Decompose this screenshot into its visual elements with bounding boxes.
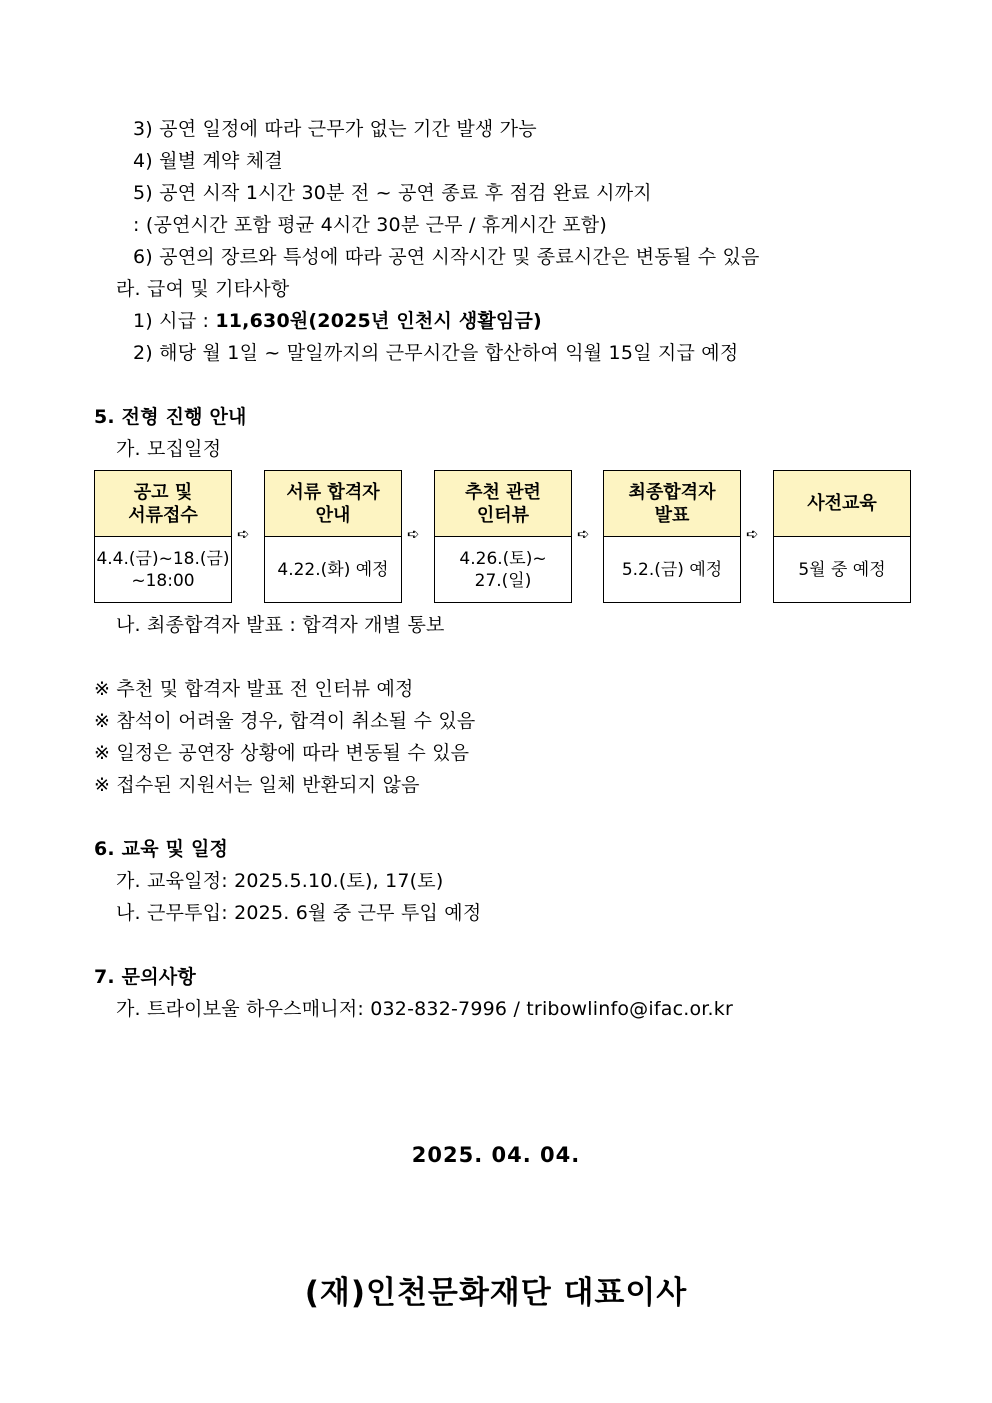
work-condition-item-4: 4) 월별 계약 체결: [133, 150, 283, 172]
document-date: 2025. 04. 04.: [411, 1143, 581, 1167]
pay-heading: 라. 급여 및 기타사항: [116, 278, 290, 300]
arrow-right-icon: ➪: [746, 525, 759, 543]
step-1-date: 4.4.(금)~18.(금) ~18:00: [96, 548, 230, 591]
step-3-date: 4.26.(토)~ 27.(일): [459, 548, 547, 591]
step-box-5: [773, 470, 911, 603]
arrow-right-icon: ➪: [407, 525, 420, 543]
step-2-title: 서류 합격자 안내: [265, 471, 401, 537]
section-5-title: 5. 전형 진행 안내: [94, 406, 247, 428]
hourly-wage: 11,630원(2025년 인천시 생활임금): [215, 310, 542, 332]
step-4-title: 최종합격자 발표: [604, 471, 740, 537]
arrow-right-icon: ➪: [577, 525, 590, 543]
recruit-schedule-heading: 가. 모집일정: [116, 438, 222, 460]
note-item: ※ 참석이 어려울 경우, 합격이 취소될 수 있음: [94, 710, 476, 732]
work-condition-item-5: 5) 공연 시작 1시간 30분 전 ~ 공연 종료 후 점검 완료 시까지: [133, 182, 652, 204]
section-7-title: 7. 문의사항: [94, 966, 196, 988]
work-condition-item-3: 3) 공연 일정에 따라 근무가 없는 기간 발생 가능: [133, 118, 537, 140]
step-box-3: [434, 470, 572, 603]
step-5-date: 5월 중 예정: [798, 559, 886, 580]
step-2-date: 4.22.(화) 예정: [277, 559, 389, 580]
step-box-4: [603, 470, 741, 603]
schedule-flowchart: [94, 470, 914, 603]
arrow-right-icon: ➪: [237, 525, 250, 543]
note-item: ※ 일정은 공연장 상황에 따라 변동될 수 있음: [94, 742, 470, 764]
pay-item-1: [133, 309, 542, 333]
pay-item-1-prefix: 1) 시급 :: [133, 310, 216, 332]
step-1-title: 공고 및 서류접수: [95, 471, 231, 537]
work-condition-item-5-note: : (공연시간 포함 평균 4시간 30분 근무 / 휴게시간 포함): [133, 214, 607, 236]
work-condition-item-6: 6) 공연의 장르와 특성에 따라 공연 시작시간 및 종료시간은 변동될 수 있음: [133, 246, 760, 268]
issuer-signature: (재)인천문화재단 대표이사: [304, 1275, 688, 1311]
pay-item-2: 2) 해당 월 1일 ~ 말일까지의 근무시간을 합산하여 익월 15일 지급 예정: [133, 342, 739, 364]
training-schedule: 가. 교육일정: 2025.5.10.(토), 17(토): [116, 870, 444, 892]
final-announcement: 나. 최종합격자 발표 : 합격자 개별 통보: [116, 614, 445, 636]
step-5-title: 사전교육: [774, 471, 910, 537]
step-box-1: [94, 470, 232, 603]
section-6-title: 6. 교육 및 일정: [94, 838, 229, 860]
contact-info: 가. 트라이보울 하우스매니저: 032-832-7996 / tribowlinfo@ifac.or.kr: [116, 998, 734, 1020]
step-3-title: 추천 관련 인터뷰: [435, 471, 571, 537]
note-item: ※ 추천 및 합격자 발표 전 인터뷰 예정: [94, 678, 414, 700]
note-item: ※ 접수된 지원서는 일체 반환되지 않음: [94, 774, 420, 796]
step-4-date: 5.2.(금) 예정: [621, 559, 723, 580]
work-start: 나. 근무투입: 2025. 6월 중 근무 투입 예정: [116, 902, 482, 924]
step-box-2: [264, 470, 402, 603]
